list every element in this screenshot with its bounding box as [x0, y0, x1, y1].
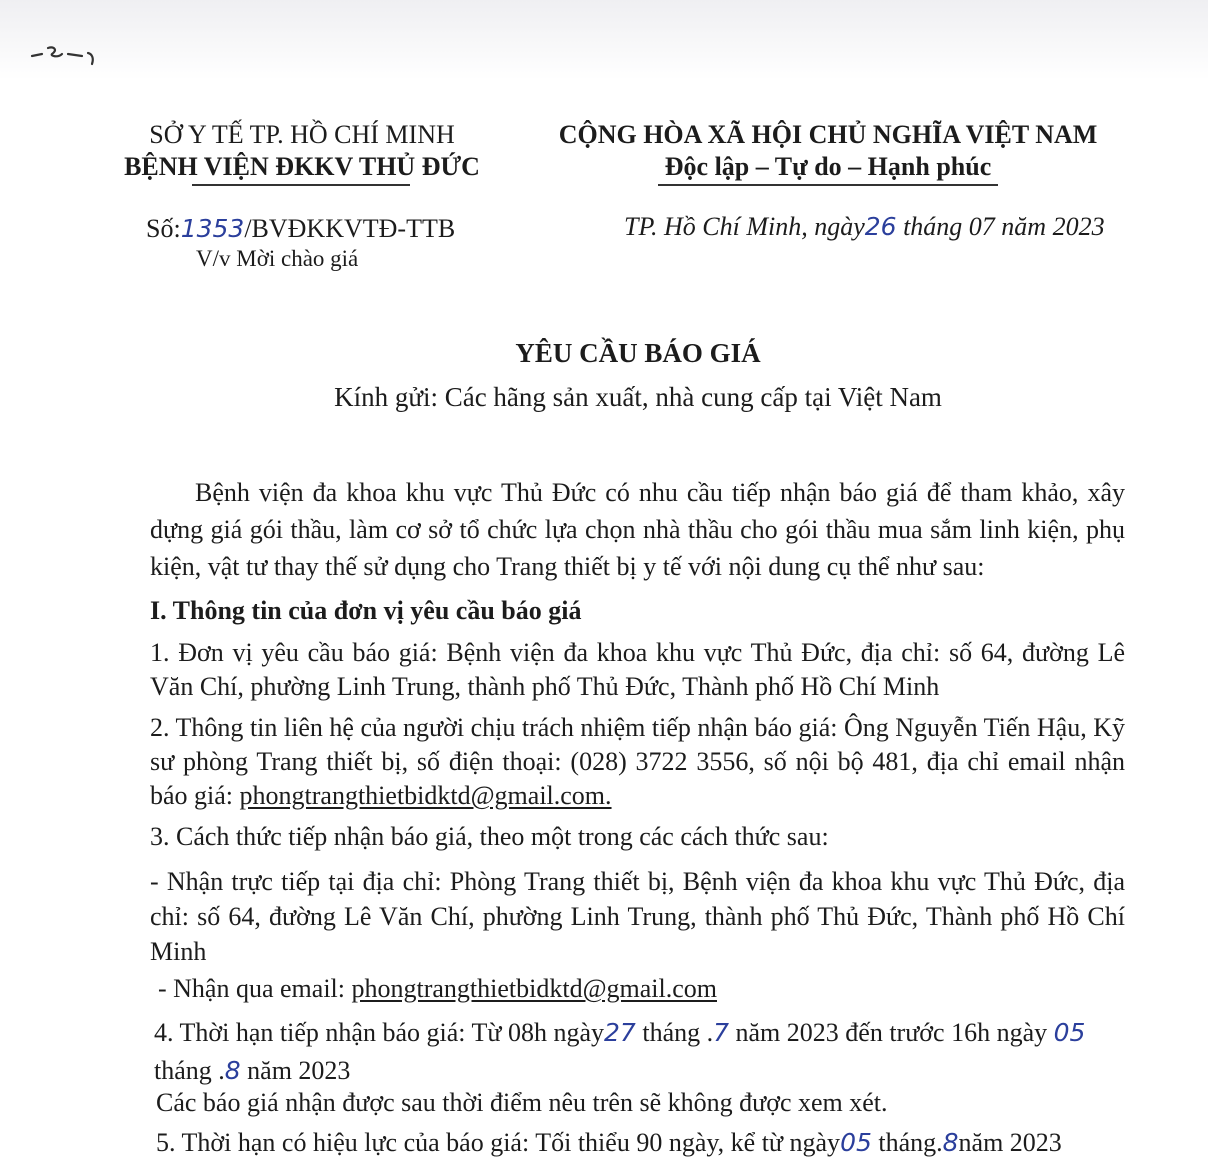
- addressee: Kính gửi: Các hãng sản xuất, nhà cung cấp tại Việt Nam: [334, 382, 942, 412]
- intro-paragraph: Bệnh viện đa khoa khu vực Thủ Đức có nhu cầu tiếp nhận báo giá để tham khảo, xây dựng giá gói thầu, làm cơ sở tổ chức lựa chọn nhà thầu cho gói thầu mua sắm linh kiện, phụ kiện, vật tư thay thế sử dụng cho Trang thiết bị y tế với nội dung cụ thể như sau:: [150, 478, 1125, 581]
- date-prefix: TP. Hồ Chí Minh, ngày: [624, 212, 865, 241]
- document-subject: V/v Mời chào giá: [196, 246, 359, 271]
- scan-shading: [0, 0, 1208, 80]
- item-5-handwritten-month: 8: [942, 1128, 959, 1157]
- item-2-contact-info: [150, 711, 1125, 813]
- document-number: [146, 214, 455, 244]
- item-3-option-direct: - Nhận trực tiếp tại địa chỉ: Phòng Trang thiết bị, Bệnh viện đa khoa khu vực Thủ Đức, địa chỉ: số 64, đường Lê Văn Chí, phường Linh Trung, thành phố Thủ Đức, Thành phố Hồ Chí Minh: [150, 867, 1125, 966]
- item-4-handwritten-month-2: 8: [224, 1056, 241, 1085]
- contact-email-link[interactable]: phongtrangthietbidktd@gmail.com.: [239, 781, 612, 810]
- date-day-handwritten: 26: [864, 212, 897, 241]
- date-suffix: tháng 07 năm 2023: [896, 212, 1105, 241]
- national-motto: Độc lập – Tự do – Hạnh phúc: [664, 152, 992, 181]
- item-4-part2: tháng .: [635, 1018, 714, 1047]
- date-line: [624, 212, 1105, 242]
- item-5-part1: 5. Thời hạn có hiệu lực của báo giá: Tối thiểu 90 ngày, kể từ ngày: [156, 1128, 841, 1157]
- item-4-handwritten-month-1: 7: [713, 1018, 730, 1047]
- item-5-validity: [156, 1128, 1062, 1158]
- item-5-handwritten-day: 05: [840, 1128, 872, 1157]
- country-name: CỘNG HÒA XÃ HỘI CHỦ NGHĨA VIỆT NAM: [558, 120, 1098, 149]
- document-title: YÊU CẦU BÁO GIÁ: [515, 338, 761, 368]
- option-email-prefix: - Nhận qua email:: [158, 974, 352, 1003]
- item-3-option-email: [158, 974, 717, 1004]
- item-2-text: 2. Thông tin liên hệ của người chịu trách nhiệm tiếp nhận báo giá: Ông Nguyễn Tiến Hậu, Kỹ sư phòng Trang thiết bị, số điện thoại: (028) 3722 3556, số nội bộ 481, địa chỉ email nhận báo giá:: [150, 713, 1125, 810]
- hospital-name: BỆNH VIỆN ĐKKV THỦ ĐỨC: [124, 152, 480, 181]
- item-4-part4: tháng .: [154, 1056, 225, 1085]
- handwritten-mark-icon: [28, 40, 108, 70]
- item-4-handwritten-day-1: 27: [604, 1018, 636, 1047]
- section-heading: I. Thông tin của đơn vị yêu cầu báo giá: [150, 596, 582, 625]
- item-4-part3: năm 2023 đến trước 16h ngày: [729, 1018, 1054, 1047]
- option-email-link[interactable]: phongtrangthietbidktd@gmail.com: [351, 974, 717, 1003]
- item-5-part3: năm 2023: [958, 1128, 1062, 1157]
- document-number-handwritten: 1353: [180, 214, 245, 243]
- item-3-receiving-methods: 3. Cách thức tiếp nhận báo giá, theo một trong các cách thức sau:: [150, 822, 829, 851]
- item-5-part2: tháng.: [871, 1128, 943, 1157]
- hospital-name-underline: [192, 184, 410, 186]
- document-number-suffix: /BVĐKKVTĐ-TTB: [244, 214, 456, 243]
- item-4-part5: năm 2023: [240, 1056, 351, 1085]
- item-1-requesting-unit: 1. Đơn vị yêu cầu báo giá: Bệnh viện đa khoa khu vực Thủ Đức, địa chỉ: số 64, đường Lê Văn Chí, phường Linh Trung, thành phố Thủ Đức, Thành phố Hồ Chí Minh: [150, 638, 1125, 701]
- item-4-deadline: [154, 1014, 1124, 1090]
- national-motto-underline: [658, 184, 998, 186]
- department-name: SỞ Y TẾ TP. HỒ CHÍ MINH: [149, 120, 455, 149]
- item-4-part1: 4. Thời hạn tiếp nhận báo giá: Từ 08h ngày: [154, 1018, 605, 1047]
- item-4-handwritten-day-2: 05: [1053, 1018, 1086, 1047]
- document-number-prefix: Số:: [146, 214, 181, 243]
- item-4-note: Các báo giá nhận được sau thời điểm nêu trên sẽ không được xem xét.: [156, 1088, 888, 1117]
